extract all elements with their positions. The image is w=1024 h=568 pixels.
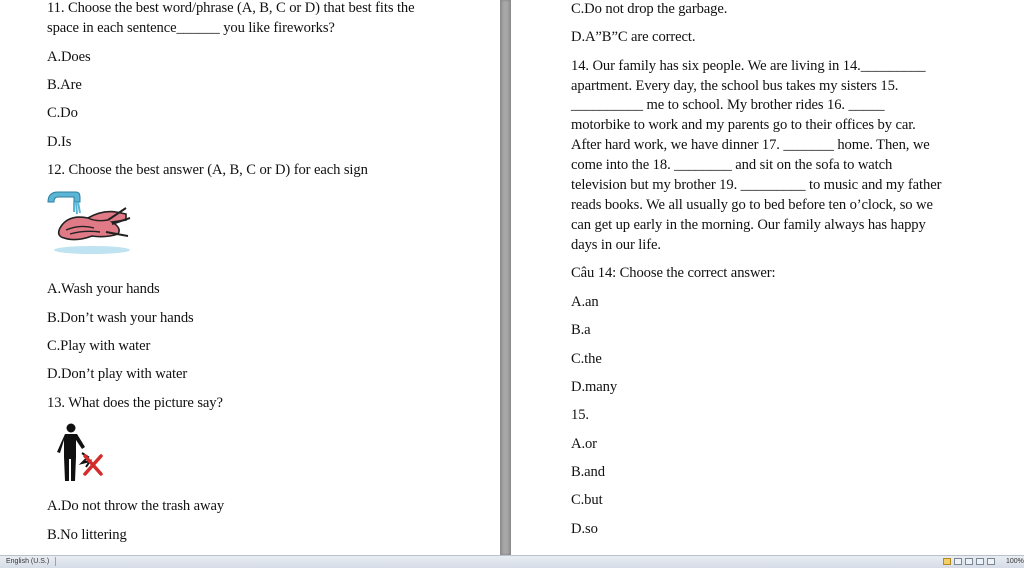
option-14-d: D.many [571, 379, 618, 395]
option-13-c: C.Do not drop the garbage. [571, 1, 728, 17]
question-14-prompt: Câu 14: Choose the correct answer: [571, 265, 776, 281]
option-14-c: C.the [571, 351, 602, 367]
question-12: 12. Choose the best answer (A, B, C or D) for each sign [47, 162, 368, 178]
passage-line-7: television but my brother 19. _________ to music and my father [571, 177, 942, 193]
option-15-b: B.and [571, 464, 605, 480]
passage-line-9: can get up early in the morning. Our family always has happy [571, 217, 926, 233]
question-11-line-1: 11. Choose the best word/phrase (A, B, C or D) that best fits the [47, 0, 415, 16]
option-15-a: A.or [571, 436, 597, 452]
option-13-b: B.No littering [47, 527, 127, 543]
document-page-right [511, 0, 1024, 555]
language-indicator[interactable]: English (U.S.) [6, 558, 50, 565]
no-littering-icon [52, 423, 106, 483]
outline-view-icon[interactable] [976, 558, 984, 565]
option-13-a: A.Do not throw the trash away [47, 498, 225, 514]
passage-line-6: come into the 18. ________ and sit on the sofa to watch [571, 157, 893, 173]
passage-line-2: apartment. Every day, the school bus takes my sisters 15. [571, 78, 899, 94]
passage-line-8: reads books. We all usually go to bed before ten o’clock, so we [571, 197, 933, 213]
option-11-c: C.Do [47, 105, 78, 121]
question-15-number: 15. [571, 407, 589, 423]
passage-line-3: __________ me to school. My brother rides 16. _____ [571, 97, 885, 113]
draft-view-icon[interactable] [987, 558, 995, 565]
passage-line-10: days in our life. [571, 237, 661, 253]
option-14-a: A.an [571, 294, 599, 310]
passage-line-1: 14. Our family has six people. We are living in 14._________ [571, 58, 926, 74]
status-bar [0, 555, 1024, 568]
full-screen-reading-view-icon[interactable] [954, 558, 962, 565]
passage-line-4: motorbike to work and my parents go to their offices by car. [571, 117, 916, 133]
option-12-b: B.Don’t wash your hands [47, 310, 194, 326]
option-11-a: A.Does [47, 49, 91, 65]
option-13-d: D.A”B”C are correct. [571, 29, 696, 45]
passage-line-5: After hard work, we have dinner 17. _______ home. Then, we [571, 137, 930, 153]
option-12-d: D.Don’t play with water [47, 366, 188, 382]
status-separator [55, 557, 56, 566]
option-12-c: C.Play with water [47, 338, 151, 354]
option-11-d: D.Is [47, 134, 72, 150]
view-mode-buttons [943, 558, 995, 565]
print-layout-view-icon[interactable] [943, 558, 951, 565]
question-13: 13. What does the picture say? [47, 395, 223, 411]
option-11-b: B.Are [47, 77, 82, 93]
option-15-d: D.so [571, 521, 598, 537]
zoom-level[interactable]: 100% [1006, 558, 1024, 565]
option-14-b: B.a [571, 322, 591, 338]
option-12-a: A.Wash your hands [47, 281, 160, 297]
question-11-line-2: space in each sentence______ you like fireworks? [47, 20, 335, 36]
document-page-left [0, 0, 500, 555]
page-gutter [500, 0, 511, 555]
web-layout-view-icon[interactable] [965, 558, 973, 565]
option-15-c: C.but [571, 492, 603, 508]
hand-washing-icon [46, 188, 132, 256]
